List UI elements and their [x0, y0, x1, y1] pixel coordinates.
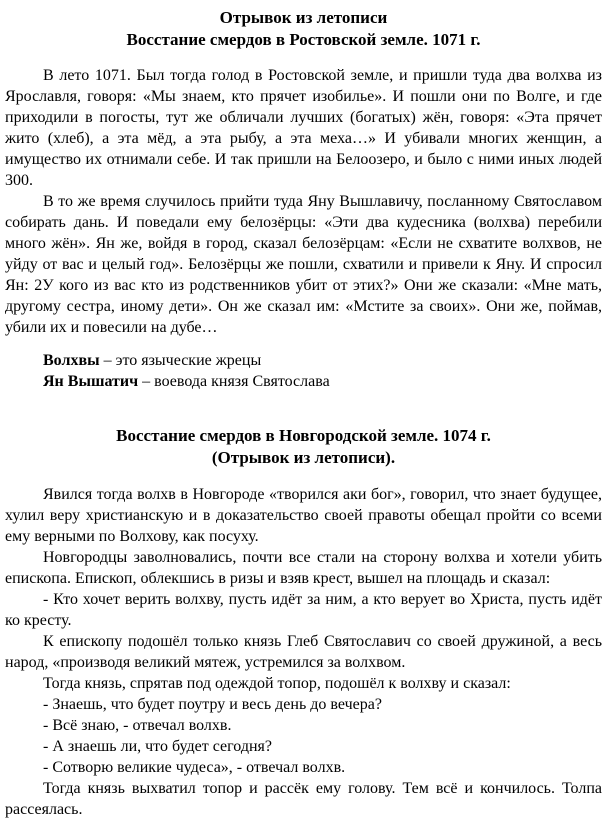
paragraph: Явился тогда волхв в Новгороде «творился аки бог», говорил, что знает будущее, хулил веру христианскую и в доказательство своей правоты обещал пройти со всеми ему верными по Волхову, как посуху.: [5, 486, 602, 545]
paragraph: В лето 1071. Был тогда голод в Ростовской земле, и пришли туда два волхва из Ярославля, говоря: «Мы знаем, кто прячет изобилье». И пошли они по Волге, и где приходили в погосты, тут же обличали лучших (богатых) жён, говоря: «Эта прячет жито (хлеб), а эта мёд, а эта рыбу, а эта меха…» И убивали многих женщин, а имущество их отнимали себе. И так пришли на Белоозеро, и было с ними иных людей 300.: [5, 67, 602, 189]
section1-title-line1: Отрывок из летописи: [219, 8, 388, 27]
glossary-definition: – это языческие жрецы: [99, 352, 262, 369]
glossary-definition: – воевода князя Святослава: [138, 373, 330, 390]
paragraph: В то же время случилось прийти туда Яну Вышлавичу, посланному Святославом собирать дань. И поведали ему белозёрцы: «Эти два кудесника (волхва) перебили много жён». Ян же, войдя в город, сказал белозёрцам: «Если не схватите волхвов, не уйду от вас и целый год». Белозёрцы же пошли, схватили и привели к Яну. И спросил Ян: 2У кого из вас кто из родственников убит от этих?» Они же сказали: «Мне мать, другому сестра, иному дети». Он же сказал им: «Мстите за своих». Они же, поймав, убили их и повесили на дубе…: [5, 193, 602, 336]
dialogue-line: - А знаешь ли, что будет сегодня?: [43, 738, 272, 755]
section2-title: [5, 425, 602, 469]
glossary-term: Ян Вышатич: [43, 373, 139, 390]
glossary-item: [5, 371, 602, 392]
glossary-term: Волхвы: [43, 352, 100, 369]
section1-title-line2: Восстание смердов в Ростовской земле. 1071 г.: [126, 30, 481, 49]
glossary: [5, 350, 602, 392]
section2-title-line1: Восстание смердов в Новгородской земле. 1074 г.: [116, 426, 491, 445]
section1-title: [5, 7, 602, 51]
glossary-item: [5, 350, 602, 371]
dialogue-line: - Знаешь, что будет поутру и весь день до вечера?: [43, 696, 382, 713]
paragraph: Тогда князь выхватил топор и рассёк ему голову. Тем всё и кончилось. Толпа рассеялась.: [5, 780, 602, 818]
paragraph: Новгородцы заволновались, почти все стали на сторону волхва и хотели убить епископа. Епископ, облекшись в ризы и взяв крест, вышел на площадь и сказал:: [5, 549, 602, 587]
paragraph: К епископу подошёл только князь Глеб Святославич со своей дружиной, а весь народ, «производя великий мятеж, устремился за волхвом.: [5, 633, 602, 671]
dialogue-line: - Кто хочет верить волхву, пусть идёт за ним, а кто верует во Христа, пусть идёт ко кресту.: [5, 591, 602, 629]
paragraph: Тогда князь, спрятав под одеждой топор, подошёл к волхву и сказал:: [43, 675, 511, 692]
dialogue-line: - Всё знаю, - отвечал волхв.: [43, 717, 232, 734]
section2-title-line2: (Отрывок из летописи).: [211, 448, 396, 467]
dialogue-line: - Сотворю великие чудеса», - отвечал волхв.: [43, 759, 346, 776]
